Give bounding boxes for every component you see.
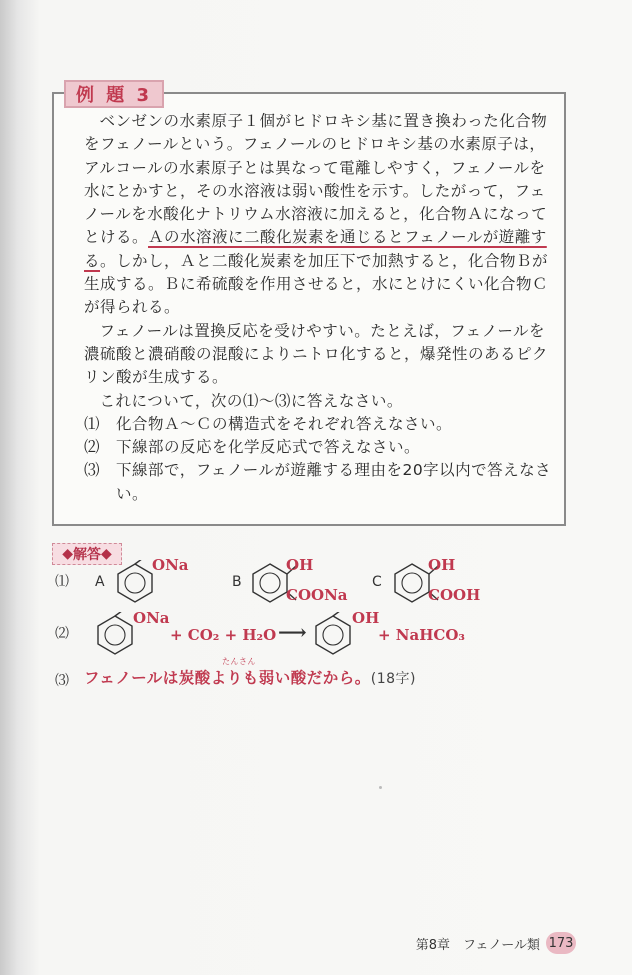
problem-text xyxy=(84,110,554,506)
benzene-ring-icon xyxy=(92,612,138,656)
compound-b-group-coona: COONa xyxy=(286,586,348,604)
compound-a-label: A xyxy=(95,574,105,590)
question-2: ⑵ 下線部の反応を化学反応式で答えなさい。 xyxy=(84,438,421,457)
page-smudge xyxy=(379,786,382,789)
compound-c-label: C xyxy=(372,574,382,590)
reactants-co2-h2o: + CO₂ + H₂O xyxy=(170,626,277,644)
question-3: ⑶ 下線部で，フェノールが遊離する理由を20字以内で答えなさい。 xyxy=(84,461,552,503)
compound-c-group-cooh: COOH xyxy=(428,586,481,604)
answer-label: ◆ 解答 ◆ xyxy=(52,543,122,565)
problem-paragraph-2: フェノールは置換反応を受けやすい。たとえば，フェノールを濃硫酸と濃硝酸の混酸によりニトロ化すると，爆発性のあるピクリン酸が生成する。 xyxy=(84,321,549,387)
problem-paragraph-1: ベンゼンの水素原子１個がヒドロキシ基に置き換わった化合物をフェノールという。フェノールのヒドロキシ基の水素原子は，アルコールの水素原子とは異なって電離しやすく，フェノールを水にとかすと，その水溶液は弱い酸性を示す。したがって，フェノールを水酸化ナトリウム水溶液に加えると，化合物Ａになってとける。Ａの水溶液に二酸化炭素を通じるとフェノールが遊離する。しかし，Ａと二酸化炭素を加圧下で加熱すると，化合物Ｂが生成する。Ｂに希硫酸を作用させると，水にとけにくい化合物Ｃが得られる。 xyxy=(84,112,549,317)
answer-3-text: たんさん フェノールは炭酸よりも弱い酸だから。(18字) xyxy=(84,657,417,687)
problem-paragraph-3: これについて，次の⑴〜⑶に答えなさい。 xyxy=(99,391,403,410)
answer-2-number: ⑵ xyxy=(55,626,69,642)
benzene-ring-icon xyxy=(310,612,356,656)
page-footer xyxy=(416,932,576,954)
page-number: 173 xyxy=(546,932,576,954)
product-group: OH xyxy=(352,609,380,627)
compound-a-group: ONa xyxy=(152,556,189,574)
chapter-title: 第8章 フェノール類 xyxy=(415,937,540,953)
char-count: (18字) xyxy=(370,671,417,687)
compound-b-label: B xyxy=(232,574,242,590)
reactant-group: ONa xyxy=(133,609,170,627)
ruby-annotation: たんさん xyxy=(222,657,256,666)
answer-1-number: ⑴ xyxy=(55,574,69,590)
reaction-arrow: ⟶ xyxy=(278,620,307,644)
compound-b-group-oh: OH xyxy=(286,556,314,574)
question-1: ⑴ 化合物Ａ～Ｃの構造式をそれぞれ答えなさい。 xyxy=(84,414,453,433)
underlined-text: Ａの水溶液に二酸化炭素を通じるとフェノールが遊離する xyxy=(84,228,547,270)
answer-3-number: ⑶ xyxy=(55,673,69,689)
example-label: 例 題 3 xyxy=(64,80,164,108)
product-nahco3: + NaHCO₃ xyxy=(378,626,465,644)
compound-c-group-oh: OH xyxy=(428,556,456,574)
